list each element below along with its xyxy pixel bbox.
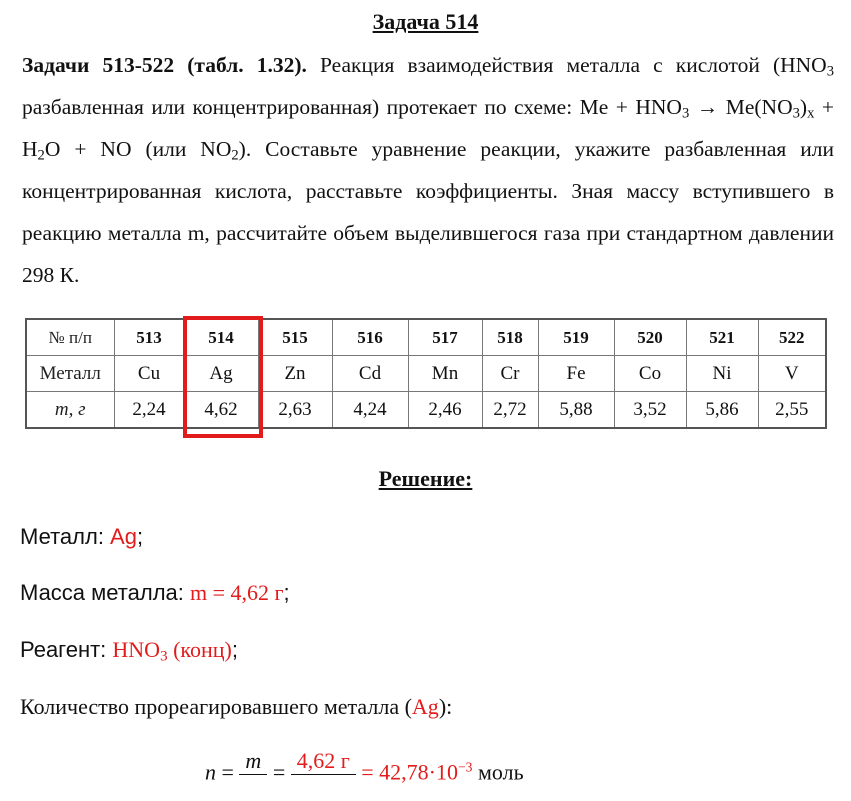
mass-value: m = 4,62 г: [189, 580, 284, 605]
table-cell: 5,88: [538, 392, 614, 429]
header-label-cell: № п/п: [26, 319, 114, 356]
table-cell: Mn: [408, 356, 482, 392]
fraction-denominator: [239, 774, 267, 801]
problem-text: → Me(NO: [689, 95, 793, 119]
table-cell: Ni: [686, 356, 758, 392]
subscript: 2: [231, 147, 239, 164]
fraction-numerator: m: [245, 748, 262, 773]
table-cell: Zn: [258, 356, 332, 392]
mass-label: Масса металла:: [20, 580, 190, 605]
problem-text: Реакция взаимодействия металла с кислотой (HNO: [306, 53, 827, 77]
problem-reference: Задачи 513-522 (табл. 1.32).: [22, 53, 307, 77]
problem-statement: [22, 44, 834, 296]
table-cell: 513: [114, 319, 184, 356]
subscript: 3: [826, 63, 834, 80]
subscript: 3: [792, 105, 800, 122]
solution-heading: Решение:: [378, 466, 473, 491]
table-cell: 521: [686, 319, 758, 356]
subscript: x: [807, 105, 815, 122]
punctuation: ;: [231, 637, 238, 662]
table-cell: 520: [614, 319, 686, 356]
table-cell: 2,24: [114, 392, 184, 429]
table-cell: 517: [408, 319, 482, 356]
amount-line: [20, 694, 452, 720]
fraction-numerator: 4,62 г: [296, 748, 350, 773]
table-cell: 2,63: [258, 392, 332, 429]
formula-equals: =: [272, 759, 286, 785]
metal-line: [20, 524, 143, 550]
table-cell: Fe: [538, 356, 614, 392]
problem-text: + H: [22, 95, 834, 161]
table-cell: 4,62: [184, 392, 258, 429]
reagent-value: [112, 637, 232, 665]
mass-line: [20, 580, 290, 606]
problem-text: ). Составьте уравнение реакции, укажите разбавленная или концентрированная кислота, расставьте коэффициенты. Зная массу вступившего в реакцию металла m, рассчитайте объем выделившегося газа при стандартном давлении 298 К.: [22, 137, 834, 287]
amount-label-end: ):: [438, 694, 453, 719]
reagent-label: Реагент:: [20, 637, 113, 662]
task-title: Задача 514: [372, 9, 479, 34]
table-cell: 2,55: [758, 392, 826, 429]
mass-label-cell: m, г: [26, 392, 114, 429]
table-cell: 4,24: [332, 392, 408, 429]
formula-unit: моль: [472, 759, 524, 785]
fraction-value: [291, 748, 356, 801]
table-cell: Ag: [184, 356, 258, 392]
table-row-header: [26, 319, 826, 356]
table-cell: 522: [758, 319, 826, 356]
reagent-note: (конц): [167, 637, 232, 662]
formula-n: n: [205, 759, 216, 785]
table-row-metal: [26, 356, 826, 392]
table-cell: 2,46: [408, 392, 482, 429]
metal-value: Ag: [110, 524, 137, 549]
table-cell: 514: [184, 319, 258, 356]
punctuation: ;: [136, 524, 144, 549]
table-cell: 3,52: [614, 392, 686, 429]
problem-text: ): [799, 95, 808, 119]
reagent-line: [20, 637, 238, 663]
table-cell: 516: [332, 319, 408, 356]
table-cell: Cd: [332, 356, 408, 392]
table-cell: Co: [614, 356, 686, 392]
table-cell: 5,86: [686, 392, 758, 429]
metal-label: Металл:: [20, 524, 111, 549]
table-cell: V: [758, 356, 826, 392]
subscript: 3: [681, 105, 690, 122]
problem-text: разбавленная или концентрированная) протекает по схеме: Me + HNO: [22, 95, 682, 119]
metals-table: [25, 318, 827, 429]
punctuation: ;: [283, 580, 290, 605]
formula-equals: =: [221, 759, 234, 785]
fraction-denominator: [291, 774, 356, 801]
amount-label: Количество прореагировавшего металла (: [20, 694, 412, 719]
amount-metal: Ag: [411, 694, 439, 719]
problem-text: O + NO (или NO: [44, 137, 232, 161]
table-cell: 519: [538, 319, 614, 356]
subscript: 3: [160, 648, 168, 665]
table-cell: 518: [482, 319, 538, 356]
table-cell: Cr: [482, 356, 538, 392]
highlight-box: [183, 316, 263, 438]
reagent-formula: HNO: [112, 637, 161, 662]
metal-label-cell: Металл: [26, 356, 114, 392]
formula-result: = 42,78·10: [361, 759, 458, 785]
fraction-m: [239, 748, 267, 801]
table-cell: 2,72: [482, 392, 538, 429]
table-cell: 515: [258, 319, 332, 356]
table-cell: Cu: [114, 356, 184, 392]
formula-exponent: −3: [458, 759, 473, 775]
subscript: 2: [37, 147, 45, 164]
table-row-mass: [26, 392, 826, 429]
amount-formula: [205, 748, 524, 801]
